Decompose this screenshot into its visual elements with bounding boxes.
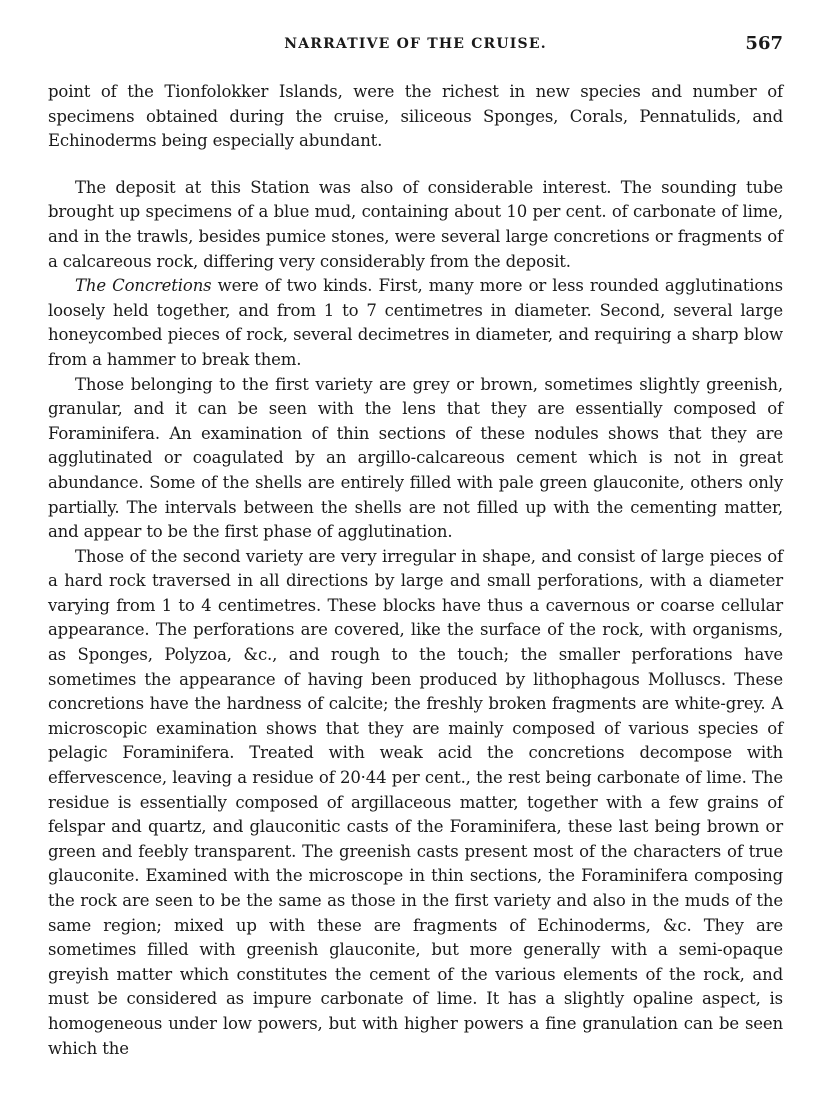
running-head: NARRATIVE OF THE CRUISE. [284,36,547,52]
paragraph-first-variety: Those belonging to the first variety are grey or brown, sometimes slightly greenish, granular, and it can be seen with the lens that they are essentially composed of Foraminifera. An examination of thin sections of these nodules shows that they are agglutinated or coagulated by an argillo-calcareous cement which is not in great abundance. Some of the shells are entirely filled with pale green glauconite, others only partially. The intervals between the shells are not filled up with the cementing matter, and appear to be the first phase of agglutination. [48,374,783,542]
book-page [48,33,783,1061]
concretions-text: were of two kinds. First, many more or less rounded agglutinations loosely held together, and from 1 to 7 centimetres in diameter. Second, several large honeycombed pieces of rock, several decimetres in diameter, and requiring a sharp blow from a hammer to break them. [48,276,783,369]
paragraph-continued: point of the Tionfolokker Islands, were the richest in new species and number of specimens obtained during the cruise, siliceous Sponges, Corals, Pennatulids, and Echinoderms being especially abundant. [48,82,783,151]
concretions-heading: The Concretions [75,276,212,296]
page-header [48,33,783,62]
page-number: 567 [745,33,783,54]
paragraph-concretions [48,274,783,372]
paragraph-second-variety: Those of the second variety are very irregular in shape, and consist of large pieces of a hard rock traversed in all directions by large and small perforations, with a diameter varying from 1 to 4 centimetres. These blocks have thus a cavernous or coarse cellular appearance. The perforations are covered, like the surface of the rock, with organisms, as Sponges, Polyzoa, &c., and rough to the touch; the smaller perforations have sometimes the appearance of having been produced by lithophagous Molluscs. These concretions have the hardness of calcite; the freshly broken fragments are white-grey. A microscopic examination shows that they are mainly composed of various species of pelagic Foraminifera. Treated with weak acid the concretions decompose with effervescence, leaving a residue of 20·44 per cent., the rest being carbonate of lime. The residue is essentially composed of argillaceous matter, together with a few grains of felspar and quartz, and glauconitic casts of the Foraminifera, these last being brown or green and feebly transparent. The greenish casts present most of the characters of true glauconite. Examined with the microscope in thin sections, the Foraminifera composing the rock are seen to be the same as those in the first variety and also in the muds of the same region; mixed up with these are fragments of Echinoderms, &c. They are sometimes filled with greenish glauconite, but more generally with a semi-opaque greyish matter which constitutes the cement of the various elements of the rock, and must be considered as impure carbonate of lime. It has a slightly opaline aspect, is homogeneous under low powers, but with higher powers a fine granulation can be seen which the [48,546,783,1058]
body-text [48,80,783,1061]
paragraph-deposit: The deposit at this Station was also of considerable interest. The sounding tube brought up specimens of a blue mud, containing about 10 per cent. of carbonate of lime, and in the trawls, besides pumice stones, were several large concretions or fragments of a calcareous rock, differing very considerably from the deposit. [48,177,783,271]
